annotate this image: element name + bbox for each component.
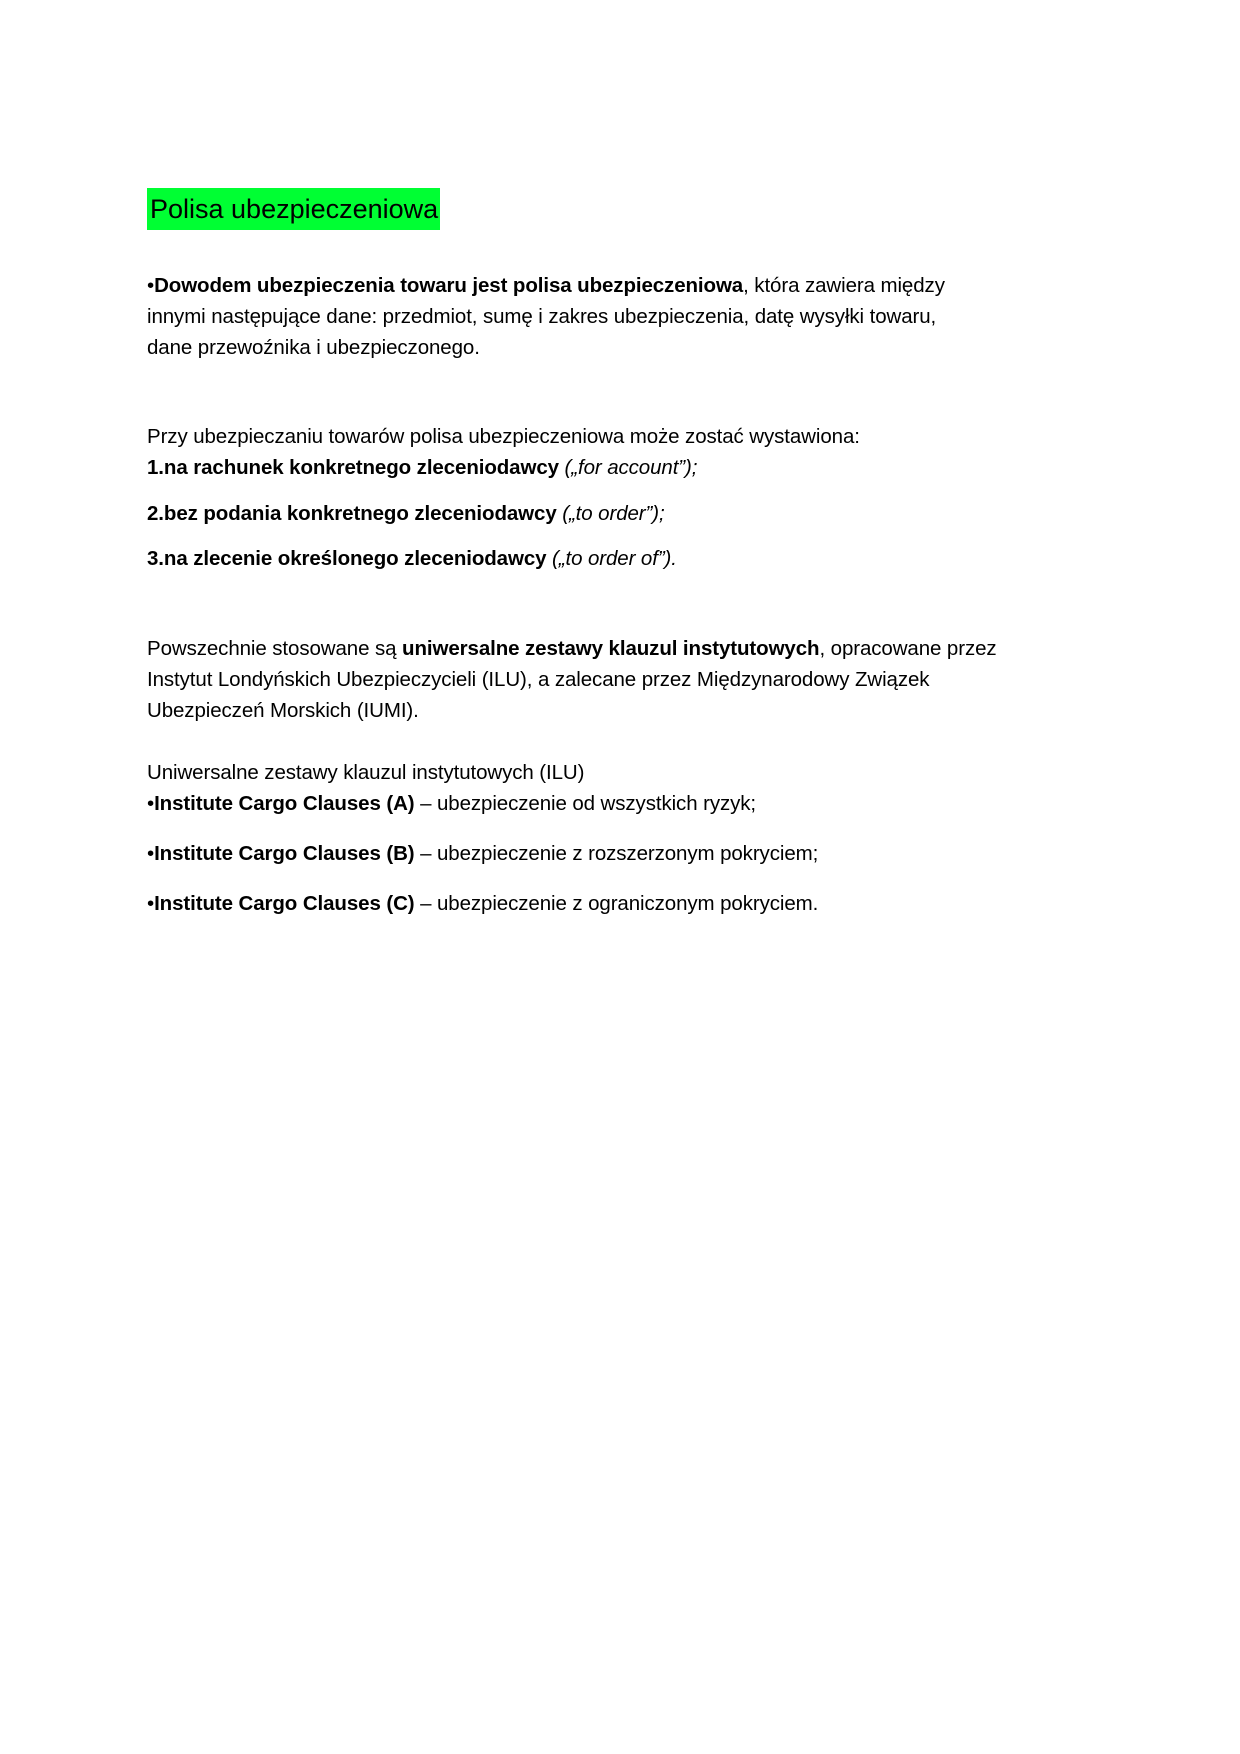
paragraph-line: [147, 270, 1107, 301]
paragraph-issuance-options: [147, 421, 1107, 574]
document-title: Polisa ubezpieczeniowa: [147, 188, 440, 230]
bold-phrase: Institute Cargo Clauses (B): [154, 842, 415, 865]
text-fragment: – ubezpieczenie od wszystkich ryzyk;: [414, 792, 757, 815]
text-fragment: , opracowane przez: [819, 637, 997, 660]
italic-phrase: („for account”);: [558, 456, 698, 479]
paragraph-policy-definition: [147, 270, 1107, 363]
paragraph-line: Ubezpieczeń Morskich (IUMI).: [147, 699, 419, 722]
bold-phrase: uniwersalne zestawy klauzul instytutowych: [402, 637, 820, 660]
bold-phrase: Institute Cargo Clauses (A): [154, 792, 415, 815]
italic-phrase: („to order of”).: [546, 547, 677, 570]
bullet-glyph: •: [147, 274, 155, 297]
bold-phrase: 1.na rachunek konkretnego zleceniodawcy: [147, 456, 559, 479]
paragraph-ilu-clause-sets: [147, 757, 1107, 919]
bullet-glyph: •: [147, 892, 155, 915]
paragraph-institute-clauses: [147, 633, 1107, 726]
bold-phrase: Dowodem ubezpieczenia towaru jest polisa ubezpieczeniowa: [154, 274, 744, 297]
bold-phrase: 3.na zlecenie określonego zleceniodawcy: [147, 547, 547, 570]
paragraph-line: innymi następujące dane: przedmiot, sumę i zakres ubezpieczenia, datę wysyłki towaru,: [147, 305, 937, 328]
text-fragment: , która zawiera między: [743, 274, 945, 297]
bold-phrase: Institute Cargo Clauses (C): [154, 892, 415, 915]
paragraph-line: Instytut Londyńskich Ubezpieczycieli (ILU), a zalecane przez Międzynarodowy Związek: [147, 668, 930, 691]
text-fragment: Powszechnie stosowane są: [147, 637, 403, 660]
bullet-glyph: •: [147, 792, 155, 815]
list-item: [147, 498, 1107, 529]
paragraph-line: [147, 633, 1107, 664]
text-fragment: – ubezpieczenie z rozszerzonym pokryciem;: [414, 842, 819, 865]
paragraph-heading: Uniwersalne zestawy klauzul instytutowych (ILU): [147, 761, 585, 784]
text-fragment: – ubezpieczenie z ograniczonym pokryciem.: [414, 892, 819, 915]
bold-phrase: 2.bez podania konkretnego zleceniodawcy: [147, 502, 557, 525]
bullet-glyph: •: [147, 842, 155, 865]
list-item: [147, 452, 1107, 483]
list-item: [147, 888, 1107, 919]
paragraph-line: dane przewoźnika i ubezpieczonego.: [147, 336, 480, 359]
list-item: [147, 543, 1107, 574]
paragraph-intro: Przy ubezpieczaniu towarów polisa ubezpieczeniowa może zostać wystawiona:: [147, 425, 860, 448]
italic-phrase: („to order”);: [556, 502, 665, 525]
list-item: [147, 838, 1107, 869]
list-item: [147, 788, 1107, 819]
